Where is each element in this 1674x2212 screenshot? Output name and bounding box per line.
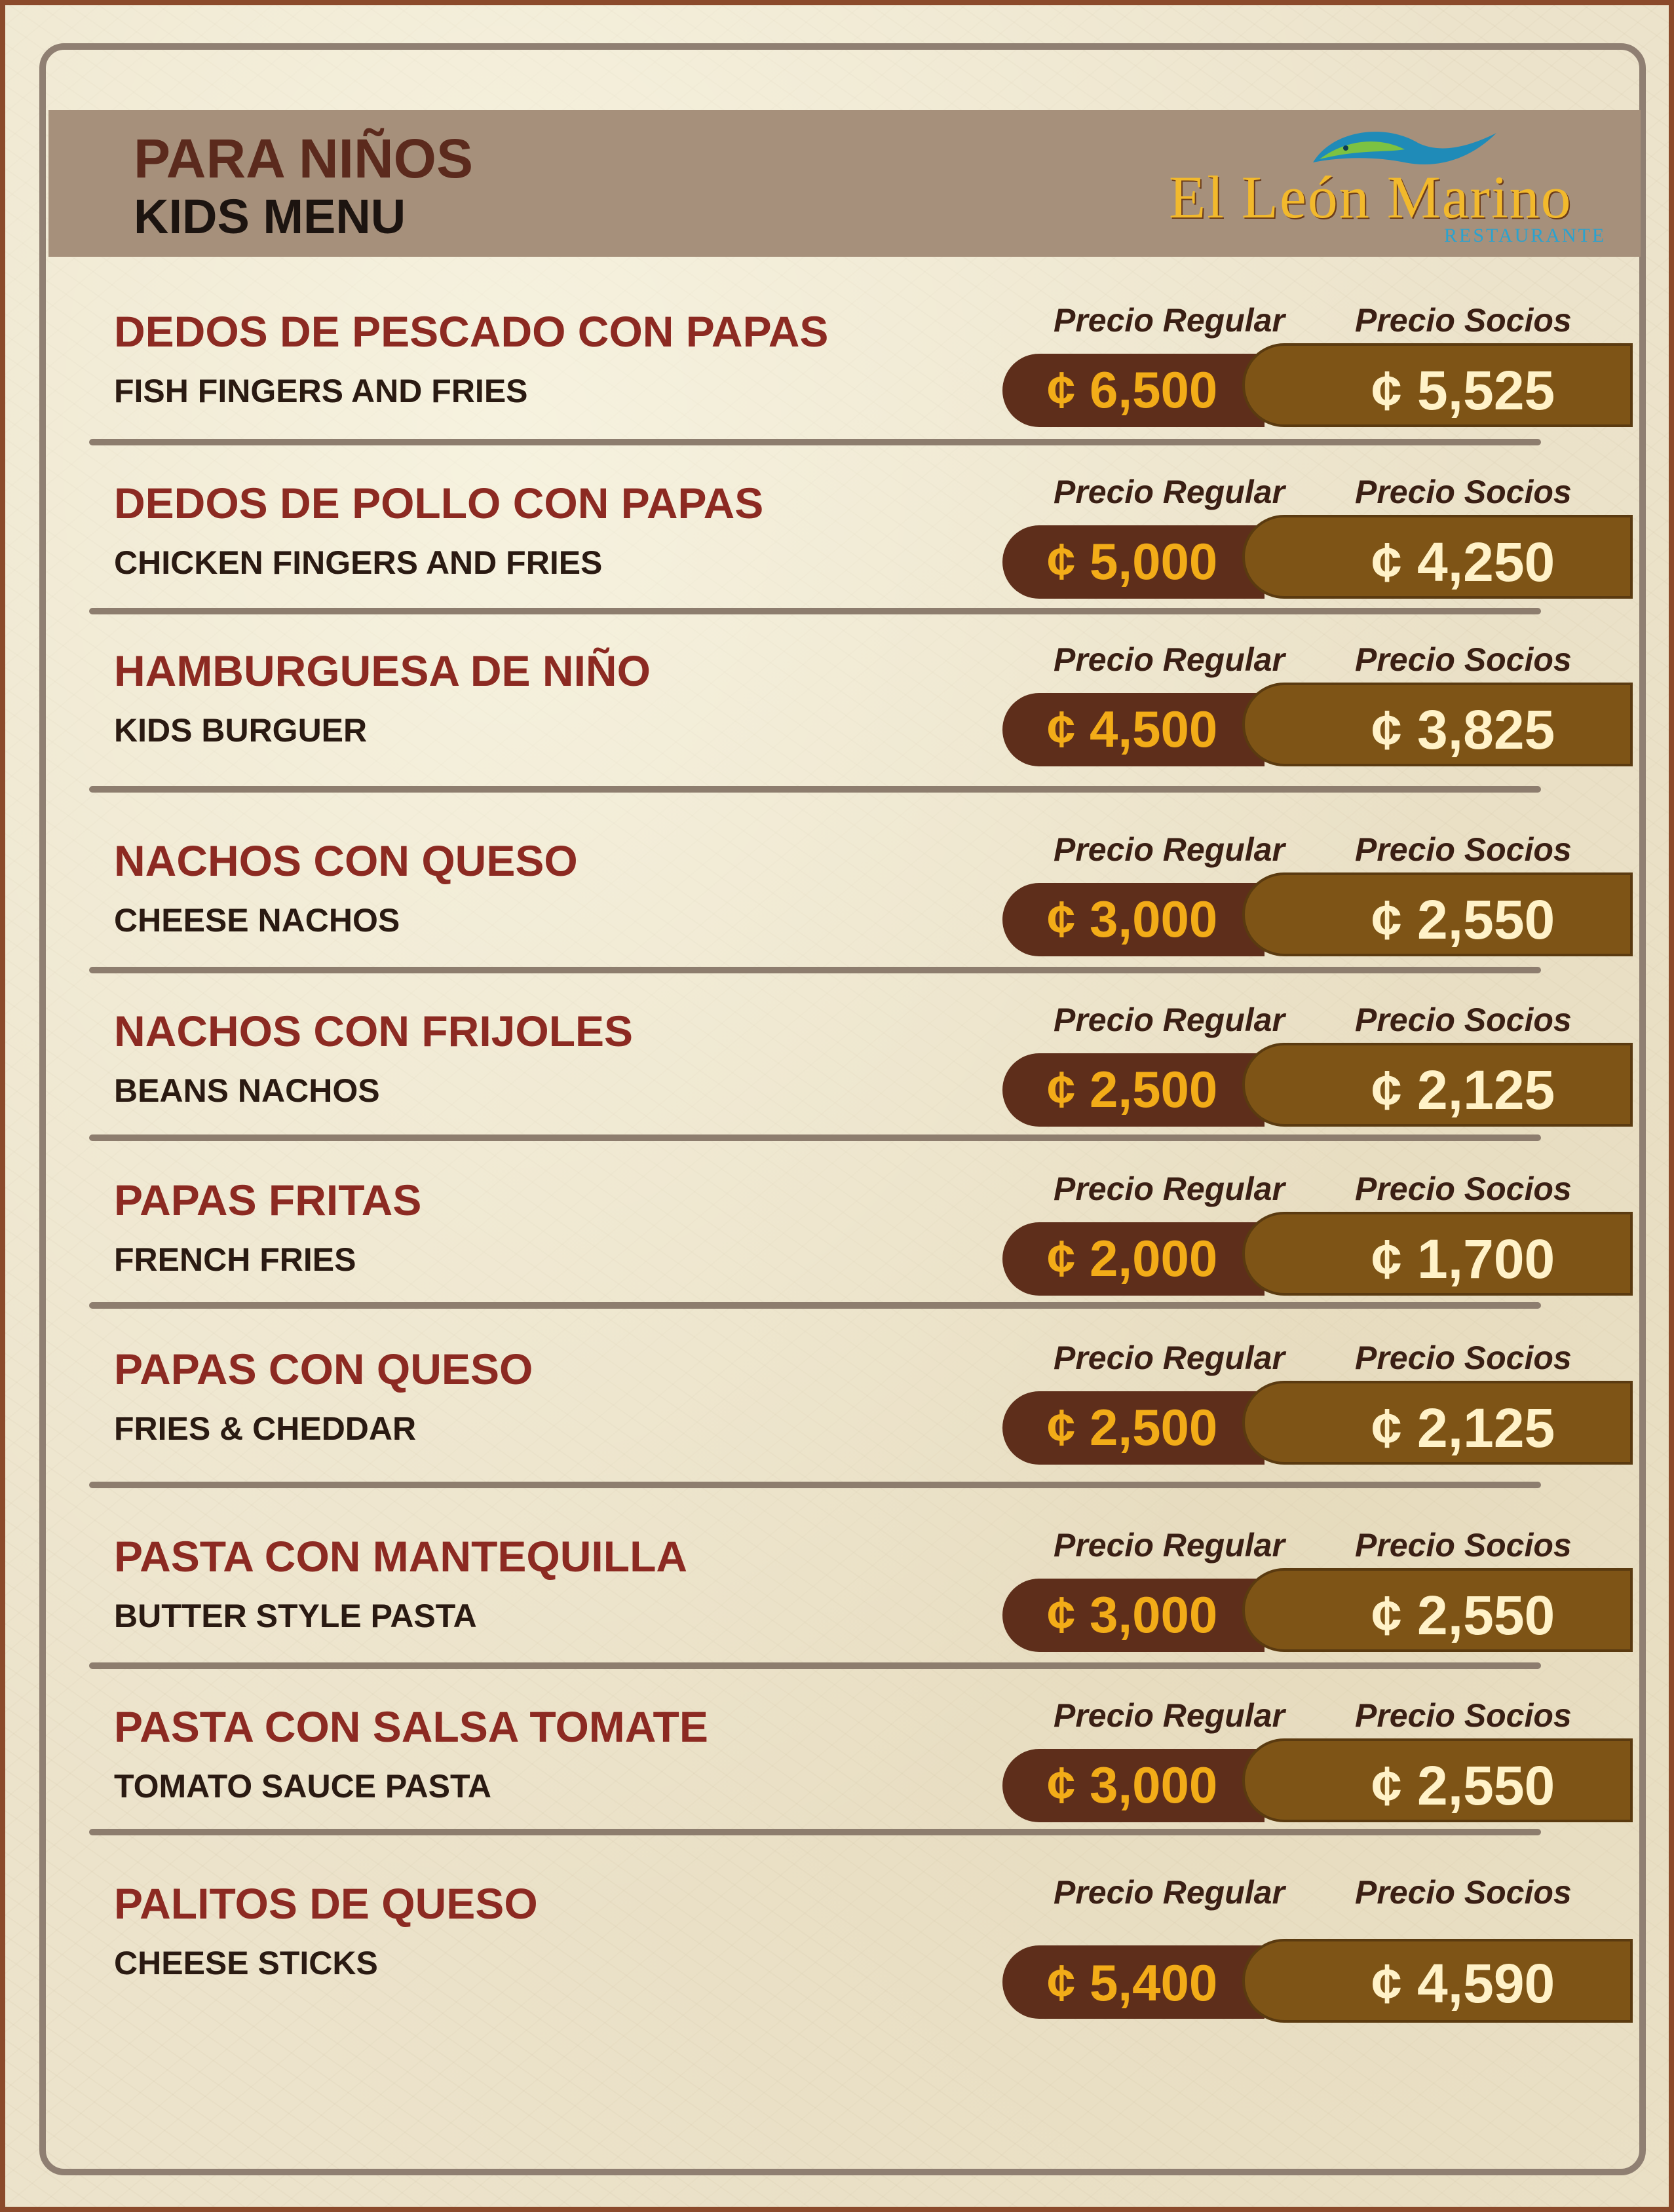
item-divider: [89, 967, 1541, 973]
regular-price-label: Precio Regular: [1054, 1002, 1285, 1038]
item-name-en: CHICKEN FINGERS AND FRIES: [114, 544, 603, 581]
menu-item: [5, 1697, 1674, 1865]
menu-item: [5, 302, 1674, 470]
menu-item: [5, 1874, 1674, 2042]
regular-price-label: Precio Regular: [1054, 1874, 1285, 1911]
regular-price-label: Precio Regular: [1054, 1171, 1285, 1207]
menu-title-en: KIDS MENU: [134, 189, 406, 244]
member-price: ¢ 5,525: [1371, 360, 1555, 421]
regular-price: ¢ 5,000: [1047, 533, 1218, 590]
logo-wordmark: El León Marino: [1169, 164, 1572, 231]
item-name-es: PAPAS CON QUESO: [114, 1345, 533, 1393]
item-name-es: PAPAS FRITAS: [114, 1176, 422, 1224]
member-price: ¢ 3,825: [1371, 699, 1555, 760]
item-name-en: KIDS BURGUER: [114, 712, 368, 749]
regular-price-label: Precio Regular: [1054, 641, 1285, 678]
item-name-es: DEDOS DE POLLO CON PAPAS: [114, 479, 764, 527]
menu-item: [5, 474, 1674, 642]
item-name-es: NACHOS CON QUESO: [114, 836, 578, 885]
regular-price-label: Precio Regular: [1054, 1697, 1285, 1734]
item-divider: [89, 786, 1541, 793]
member-price-label: Precio Socios: [1355, 1697, 1572, 1734]
logo-subtitle: RESTAURANTE: [1444, 225, 1607, 246]
regular-price: ¢ 4,500: [1047, 700, 1218, 758]
member-price-label: Precio Socios: [1355, 1527, 1572, 1564]
member-price-label: Precio Socios: [1355, 474, 1572, 510]
regular-price: ¢ 6,500: [1047, 361, 1218, 419]
item-name-en: BUTTER STYLE PASTA: [114, 1598, 477, 1634]
member-price: ¢ 2,550: [1371, 889, 1555, 950]
regular-price: ¢ 3,000: [1047, 1586, 1218, 1643]
item-name-en: FISH FINGERS AND FRIES: [114, 373, 528, 409]
item-divider: [89, 1482, 1541, 1488]
member-price: ¢ 2,125: [1371, 1059, 1555, 1121]
item-name-en: FRIES & CHEDDAR: [114, 1410, 417, 1447]
item-divider: [89, 1662, 1541, 1669]
item-name-en: CHEESE STICKS: [114, 1945, 378, 1981]
menu-title-es: PARA NIÑOS: [134, 128, 474, 189]
regular-price: ¢ 3,000: [1047, 1756, 1218, 1814]
member-price: ¢ 4,250: [1371, 531, 1555, 593]
member-price-label: Precio Socios: [1355, 302, 1572, 339]
member-price-label: Precio Socios: [1355, 1340, 1572, 1376]
item-divider: [89, 439, 1541, 445]
item-divider: [89, 1829, 1541, 1835]
item-name-es: PASTA CON MANTEQUILLA: [114, 1532, 688, 1581]
item-name-es: HAMBURGUESA DE NIÑO: [114, 647, 651, 695]
menu-item: [5, 641, 1674, 810]
regular-price-label: Precio Regular: [1054, 831, 1285, 868]
item-divider: [89, 1134, 1541, 1141]
regular-price-label: Precio Regular: [1054, 302, 1285, 339]
regular-price: ¢ 2,500: [1047, 1398, 1218, 1456]
regular-price: ¢ 2,000: [1047, 1229, 1218, 1287]
item-name-en: BEANS NACHOS: [114, 1072, 380, 1109]
member-price: ¢ 1,700: [1371, 1228, 1555, 1290]
member-price: ¢ 2,125: [1371, 1397, 1555, 1459]
regular-price-label: Precio Regular: [1054, 1527, 1285, 1564]
item-name-es: PASTA CON SALSA TOMATE: [114, 1702, 708, 1751]
member-price-label: Precio Socios: [1355, 641, 1572, 678]
menu-item: [5, 831, 1674, 1000]
item-divider: [89, 608, 1541, 614]
restaurant-logo: [1123, 123, 1634, 248]
regular-price: ¢ 3,000: [1047, 890, 1218, 948]
member-price: ¢ 2,550: [1371, 1755, 1555, 1816]
menu-item: [5, 1002, 1674, 1170]
member-price-label: Precio Socios: [1355, 831, 1572, 868]
menu-item: [5, 1527, 1674, 1695]
member-price: ¢ 2,550: [1371, 1584, 1555, 1646]
regular-price-label: Precio Regular: [1054, 1340, 1285, 1376]
item-name-en: TOMATO SAUCE PASTA: [114, 1768, 491, 1805]
regular-price: ¢ 5,400: [1047, 1954, 1218, 2012]
member-price: ¢ 4,590: [1371, 1953, 1555, 2014]
item-name-en: FRENCH FRIES: [114, 1241, 356, 1278]
member-price-label: Precio Socios: [1355, 1874, 1572, 1911]
item-name-es: DEDOS DE PESCADO CON PAPAS: [114, 307, 829, 356]
menu-header: [48, 110, 1641, 257]
item-name-en: CHEESE NACHOS: [114, 902, 400, 939]
member-price-label: Precio Socios: [1355, 1171, 1572, 1207]
item-name-es: NACHOS CON FRIJOLES: [114, 1007, 634, 1055]
regular-price: ¢ 2,500: [1047, 1060, 1218, 1118]
menu-item: [5, 1171, 1674, 1339]
member-price-label: Precio Socios: [1355, 1002, 1572, 1038]
item-name-es: PALITOS DE QUESO: [114, 1879, 538, 1928]
item-divider: [89, 1302, 1541, 1309]
regular-price-label: Precio Regular: [1054, 474, 1285, 510]
